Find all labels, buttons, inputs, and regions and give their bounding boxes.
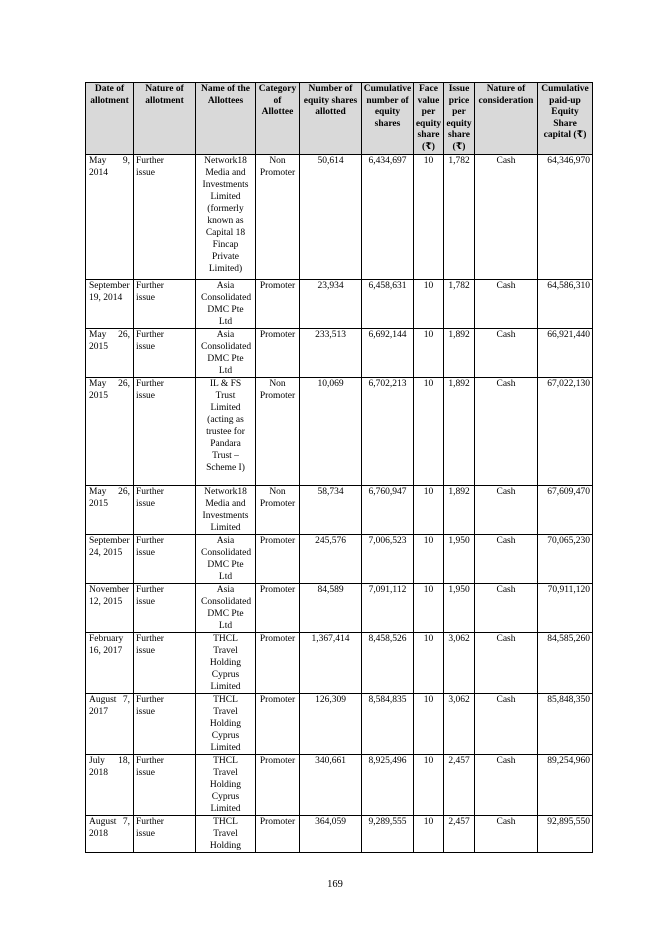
cell-allottee-category: Promoter [256,755,300,816]
table-body [86,155,593,853]
cell-consideration: Cash [475,755,538,816]
cell-allottee-name: Asia Consolidated DMC Pte Ltd [196,280,256,329]
cell-issue-price: 2,457 [444,755,475,816]
cell-nature-of-allotment: Further issue [134,755,196,816]
cell-shares-allotted: 50,614 [300,155,362,280]
cell-issue-price: 2,457 [444,816,475,853]
cell-shares-allotted: 126,309 [300,694,362,755]
cell-shares-allotted: 245,576 [300,535,362,584]
cell-consideration: Cash [475,329,538,378]
cell-shares-allotted: 23,934 [300,280,362,329]
cell-cumulative-capital: 70,065,230 [538,535,593,584]
cell-cumulative-shares: 8,458,526 [362,633,414,694]
table-row [86,755,593,816]
cell-date-of-allotment: September 19, 2014 [86,280,134,329]
cell-consideration: Cash [475,155,538,280]
cell-allottee-category: Promoter [256,280,300,329]
cell-cumulative-shares: 7,006,523 [362,535,414,584]
table-row [86,694,593,755]
table-row [86,584,593,633]
cell-cumulative-capital: 67,022,130 [538,378,593,486]
cell-consideration: Cash [475,584,538,633]
table-row [86,816,593,853]
cell-issue-price: 3,062 [444,633,475,694]
cell-cumulative-shares: 6,458,631 [362,280,414,329]
cell-cumulative-shares: 8,584,835 [362,694,414,755]
cell-nature-of-allotment: Further issue [134,633,196,694]
table-header-row [86,83,593,155]
cell-face-value: 10 [414,378,444,486]
table-row [86,155,593,280]
cell-date-of-allotment: November 12, 2015 [86,584,134,633]
cell-issue-price: 1,782 [444,155,475,280]
cell-cumulative-shares: 6,760,947 [362,486,414,535]
cell-cumulative-shares: 6,434,697 [362,155,414,280]
cell-cumulative-shares: 9,289,555 [362,816,414,853]
cell-allottee-category: Non Promoter [256,378,300,486]
cell-allottee-name: Network18 Media and Investments Limited [196,486,256,535]
cell-issue-price: 1,892 [444,486,475,535]
column-header: Nature of allotment [134,83,196,155]
cell-allottee-name: IL & FS Trust Limited (acting as trustee for Pandara Trust – Scheme I) [196,378,256,486]
cell-face-value: 10 [414,633,444,694]
column-header: Face value per equity share (₹) [414,83,444,155]
column-header: Cumulative number of equity shares [362,83,414,155]
cell-shares-allotted: 1,367,414 [300,633,362,694]
cell-issue-price: 1,892 [444,378,475,486]
cell-allottee-category: Promoter [256,694,300,755]
share-allotment-table [85,82,593,853]
cell-allottee-name: Asia Consolidated DMC Pte Ltd [196,584,256,633]
table-row [86,329,593,378]
cell-date-of-allotment: July 18, 2018 [86,755,134,816]
table-row [86,378,593,486]
cell-consideration: Cash [475,816,538,853]
cell-face-value: 10 [414,486,444,535]
cell-face-value: 10 [414,280,444,329]
cell-nature-of-allotment: Further issue [134,486,196,535]
cell-cumulative-shares: 6,702,213 [362,378,414,486]
cell-allottee-category: Promoter [256,535,300,584]
column-header: Nature of consideration [475,83,538,155]
column-header: Number of equity shares allotted [300,83,362,155]
cell-issue-price: 1,950 [444,584,475,633]
cell-consideration: Cash [475,378,538,486]
cell-consideration: Cash [475,280,538,329]
cell-issue-price: 3,062 [444,694,475,755]
table-row [86,486,593,535]
column-header: Category of Allottee [256,83,300,155]
cell-shares-allotted: 84,589 [300,584,362,633]
cell-allottee-category: Promoter [256,329,300,378]
column-header: Cumulative paid-up Equity Share capital (₹) [538,83,593,155]
cell-cumulative-capital: 64,346,970 [538,155,593,280]
cell-date-of-allotment: August 7, 2018 [86,816,134,853]
cell-issue-price: 1,782 [444,280,475,329]
cell-issue-price: 1,892 [444,329,475,378]
table-row [86,633,593,694]
cell-shares-allotted: 58,734 [300,486,362,535]
column-header: Name of the Allottees [196,83,256,155]
cell-date-of-allotment: February 16, 2017 [86,633,134,694]
cell-allottee-name: THCL Travel Holding [196,816,256,853]
cell-cumulative-capital: 70,911,120 [538,584,593,633]
cell-allottee-category: Promoter [256,816,300,853]
column-header: Date of allotment [86,83,134,155]
cell-shares-allotted: 364,059 [300,816,362,853]
column-header: Issue price per equity share (₹) [444,83,475,155]
cell-consideration: Cash [475,633,538,694]
cell-allottee-category: Promoter [256,584,300,633]
cell-face-value: 10 [414,329,444,378]
cell-face-value: 10 [414,535,444,584]
cell-nature-of-allotment: Further issue [134,378,196,486]
table-row [86,535,593,584]
cell-date-of-allotment: May 26, 2015 [86,329,134,378]
cell-shares-allotted: 10,069 [300,378,362,486]
cell-nature-of-allotment: Further issue [134,694,196,755]
cell-face-value: 10 [414,755,444,816]
cell-allottee-name: THCL Travel Holding Cyprus Limited [196,694,256,755]
cell-cumulative-shares: 8,925,496 [362,755,414,816]
cell-cumulative-capital: 85,848,350 [538,694,593,755]
cell-cumulative-shares: 6,692,144 [362,329,414,378]
cell-face-value: 10 [414,816,444,853]
cell-nature-of-allotment: Further issue [134,535,196,584]
cell-allottee-name: Asia Consolidated DMC Pte Ltd [196,535,256,584]
cell-cumulative-capital: 84,585,260 [538,633,593,694]
cell-face-value: 10 [414,155,444,280]
cell-nature-of-allotment: Further issue [134,155,196,280]
page-number: 169 [327,879,343,890]
cell-nature-of-allotment: Further issue [134,584,196,633]
cell-consideration: Cash [475,486,538,535]
table-row [86,280,593,329]
cell-shares-allotted: 340,661 [300,755,362,816]
cell-date-of-allotment: August 7, 2017 [86,694,134,755]
cell-date-of-allotment: September 24, 2015 [86,535,134,584]
cell-nature-of-allotment: Further issue [134,329,196,378]
cell-allottee-name: Network18 Media and Investments Limited (formerly known as Capital 18 Fincap Private Limited) [196,155,256,280]
cell-shares-allotted: 233,513 [300,329,362,378]
cell-allottee-category: Promoter [256,633,300,694]
cell-allottee-category: Non Promoter [256,486,300,535]
cell-face-value: 10 [414,694,444,755]
cell-nature-of-allotment: Further issue [134,280,196,329]
cell-allottee-category: Non Promoter [256,155,300,280]
cell-cumulative-capital: 64,586,310 [538,280,593,329]
cell-date-of-allotment: May 9, 2014 [86,155,134,280]
table-header [86,83,593,155]
cell-cumulative-capital: 67,609,470 [538,486,593,535]
cell-date-of-allotment: May 26, 2015 [86,378,134,486]
cell-cumulative-capital: 66,921,440 [538,329,593,378]
cell-cumulative-capital: 89,254,960 [538,755,593,816]
cell-consideration: Cash [475,694,538,755]
cell-consideration: Cash [475,535,538,584]
cell-date-of-allotment: May 26, 2015 [86,486,134,535]
cell-cumulative-shares: 7,091,112 [362,584,414,633]
cell-allottee-name: Asia Consolidated DMC Pte Ltd [196,329,256,378]
cell-allottee-name: THCL Travel Holding Cyprus Limited [196,633,256,694]
cell-nature-of-allotment: Further issue [134,816,196,853]
cell-issue-price: 1,950 [444,535,475,584]
cell-cumulative-capital: 92,895,550 [538,816,593,853]
cell-face-value: 10 [414,584,444,633]
cell-allottee-name: THCL Travel Holding Cyprus Limited [196,755,256,816]
